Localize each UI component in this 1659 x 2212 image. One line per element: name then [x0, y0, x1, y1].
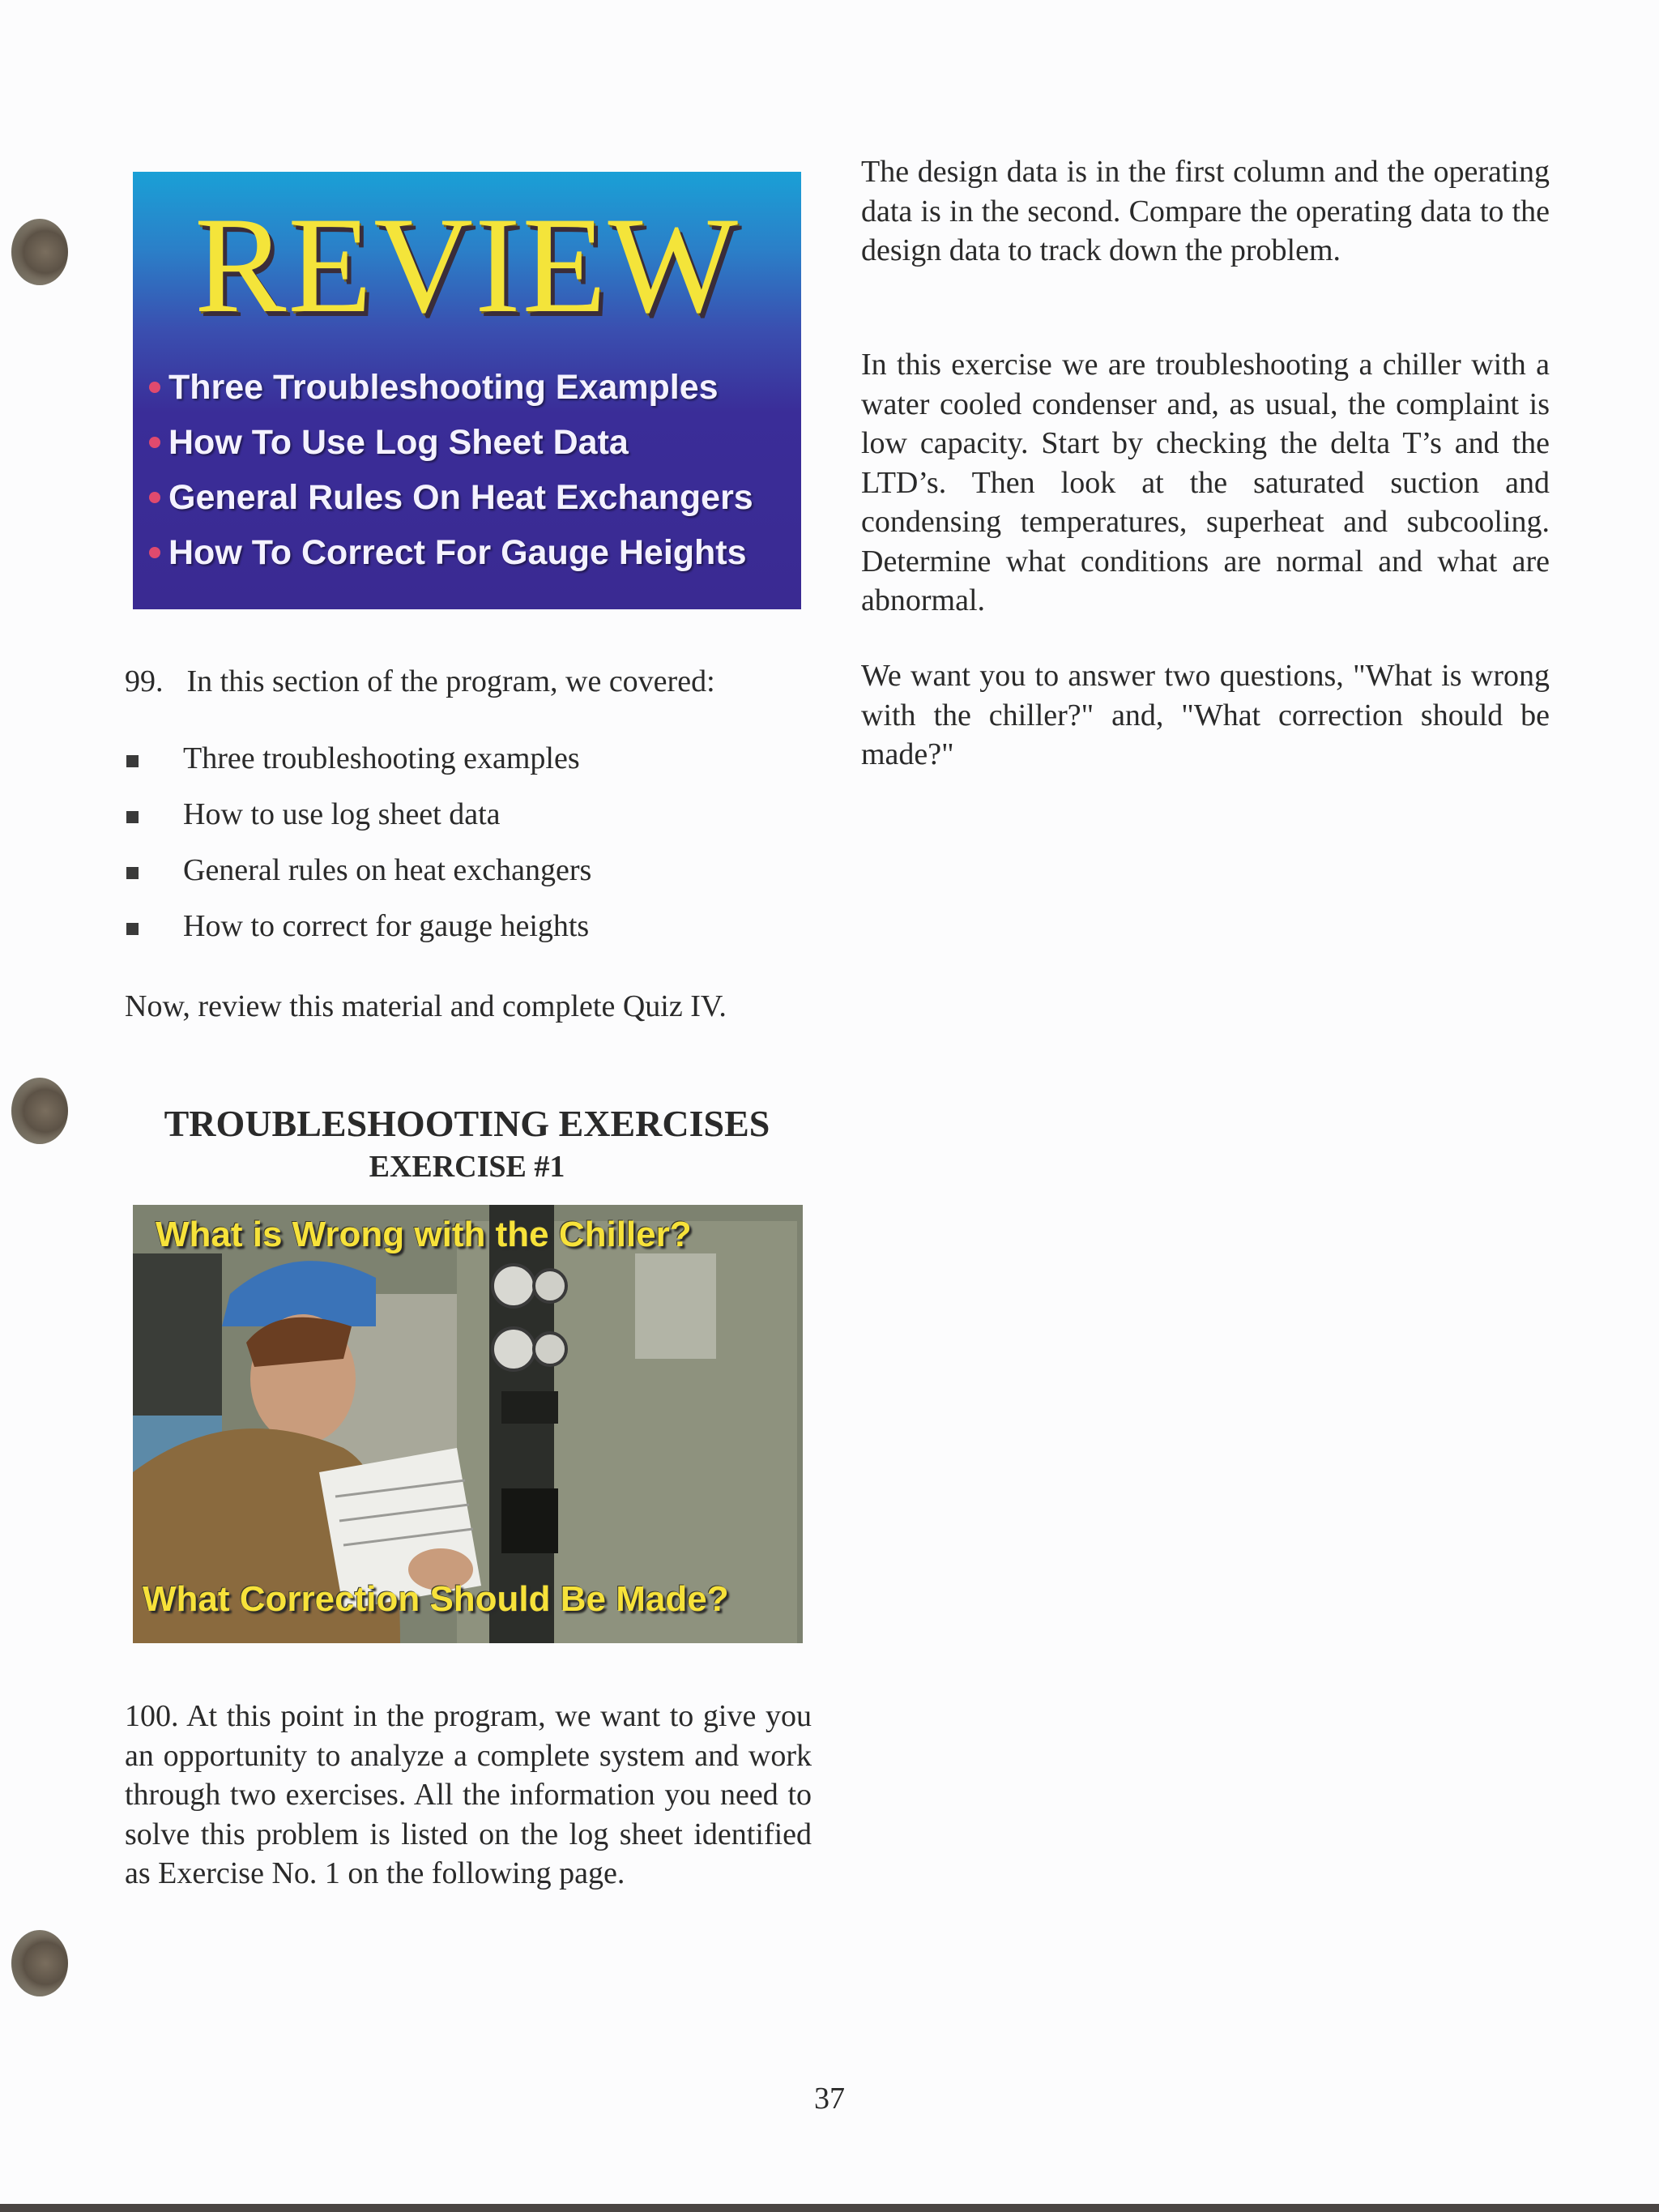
question-number: 100.	[125, 1699, 179, 1733]
review-instruction: Now, review this material and complete Quiz IV.	[125, 989, 727, 1023]
review-slide-item: Three Troubleshooting Examples	[149, 360, 753, 415]
review-slide	[133, 172, 801, 609]
binder-hole-middle	[11, 1078, 68, 1144]
question-text: In this section of the program, we covered:	[186, 664, 715, 698]
list-item: How to correct for gauge heights	[125, 905, 591, 961]
section-title: TROUBLESHOOTING EXERCISES	[164, 1103, 770, 1144]
scan-edge	[0, 2204, 1659, 2212]
section-subtitle: EXERCISE #1	[369, 1150, 565, 1184]
square-bullet-icon	[126, 755, 139, 767]
bullet-dot-icon	[149, 382, 160, 393]
review-slide-item: How To Use Log Sheet Data	[149, 415, 753, 470]
paragraph-design-data: The design data is in the first column and the operating data is in the second. Compare the operating data to the design data to track down the problem.	[861, 155, 1550, 267]
technician-illustration	[133, 1205, 803, 1643]
question-number: 99.	[125, 664, 164, 698]
question-text: At this point in the program, we want to give you an opportunity to analyze a complete system and work through two exercises. All the information you need to solve this problem is listed on the log sheet identified as Exercise No. 1 on the following page.	[125, 1699, 812, 1890]
covered-topics-list	[125, 737, 591, 961]
chiller-photo	[133, 1205, 803, 1643]
question-99	[125, 662, 813, 702]
question-100	[125, 1697, 812, 1894]
review-slide-item: General Rules On Heat Exchangers	[149, 470, 753, 525]
review-slide-list	[149, 360, 753, 580]
photo-caption-top: What is Wrong with the Chiller?	[156, 1215, 692, 1254]
photo-caption-bottom: What Correction Should Be Made?	[143, 1579, 729, 1619]
list-item: Three troubleshooting examples	[125, 737, 591, 793]
list-item: How to use log sheet data	[125, 793, 591, 849]
binder-hole-top	[11, 219, 68, 285]
review-slide-title: REVIEW	[194, 189, 740, 341]
bullet-dot-icon	[149, 547, 160, 558]
square-bullet-icon	[126, 867, 139, 879]
square-bullet-icon	[126, 923, 139, 935]
paragraph-questions: We want you to answer two questions, "What is wrong with the chiller?" and, "What correction should be made?"	[861, 659, 1550, 771]
bullet-dot-icon	[149, 437, 160, 448]
square-bullet-icon	[126, 811, 139, 823]
review-slide-item: How To Correct For Gauge Heights	[149, 525, 753, 580]
binder-hole-bottom	[11, 1930, 68, 1996]
list-item: General rules on heat exchangers	[125, 849, 591, 905]
paragraph-exercise-description: In this exercise we are troubleshooting a chiller with a water cooled condenser and, as usual, the complaint is low capacity. Start by checking the delta T’s and the LTD’s. Then look at the saturated suction and condensing temperatures, superheat and subcooling. Determine what conditions are normal and what are abnormal.	[861, 348, 1550, 617]
page-number: 37	[814, 2082, 845, 2116]
bullet-dot-icon	[149, 492, 160, 503]
